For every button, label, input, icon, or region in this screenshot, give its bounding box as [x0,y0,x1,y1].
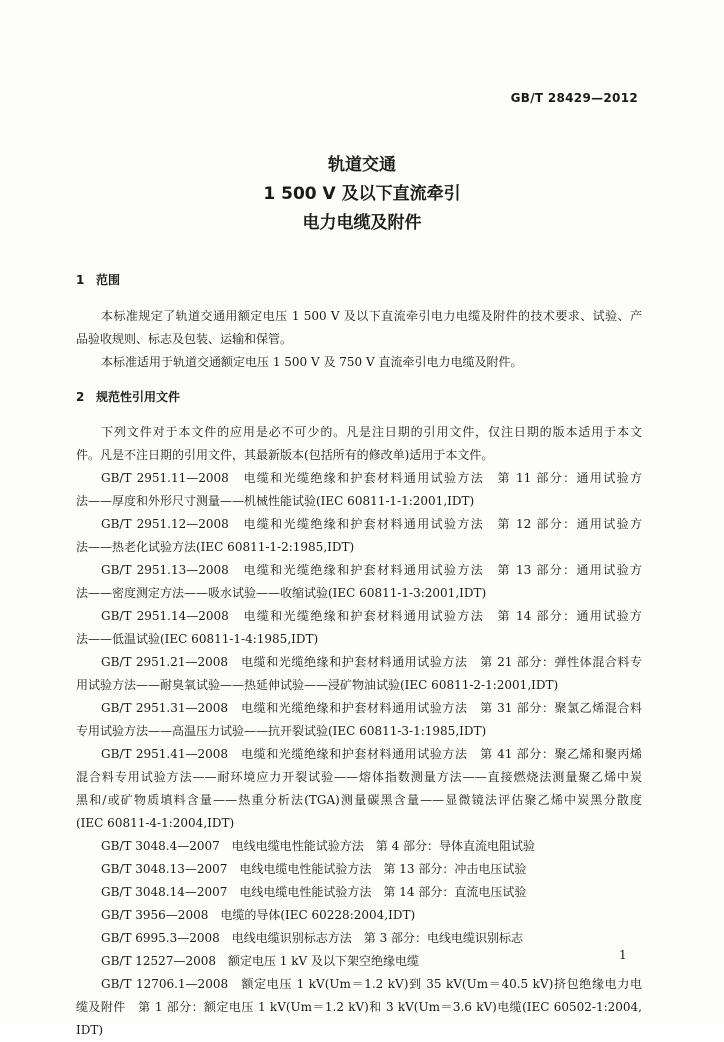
reference-line: 混合料专用试验方法——耐环境应力开裂试验——熔体指数测量方法——直接燃烧法测量聚乙烯中炭 [76,770,642,784]
reference-line: 法——厚度和外形尺寸测量——机械性能试验(IEC 60811-1-1:2001,IDT) [76,494,475,508]
reference-line: IDT) [76,1023,104,1037]
section-title: 范围 [96,273,121,287]
reference-line: GB/T 6995.3—2008 电线电缆识别标志方法 第 3 部分：电线电缆识别标志 [101,931,524,945]
reference-line: GB/T 3956—2008 电缆的导体(IEC 60228:2004,IDT) [101,908,416,922]
section-1-body [76,305,642,374]
reference-line: GB/T 2951.31—2008 电缆和光缆绝缘和护套材料通用试验方法 第 31 部分：聚氯乙烯混合料 [101,701,642,715]
standard-number: GB/T 28429—2012 [510,91,638,105]
paragraph-line: 本标准适用于轨道交通额定电压 1 500 V 及 750 V 直流牵引电力电缆及附件。 [101,355,523,369]
title-line: 1 500 V 及以下直流牵引 [263,184,461,204]
reference-line: 专用试验方法——高温压力试验——抗开裂试验(IEC 60811-3-1:1985,IDT) [76,724,487,738]
reference-line: (IEC 60811-4-1:2004,IDT) [76,816,235,830]
section-2-body [76,421,642,1042]
section-title: 规范性引用文件 [96,390,181,404]
reference-line: GB/T 2951.21—2008 电缆和光缆绝缘和护套材料通用试验方法 第 21 部分：弹性体混合料专 [101,655,642,669]
paragraph-line: 下列文件对于本文件的应用是必不可少的。凡是注日期的引用文件，仅注日期的版本适用于本文 [101,425,642,439]
reference-line: GB/T 2951.13—2008 电缆和光缆绝缘和护套材料通用试验方法 第 13 部分：通用试验方 [101,563,642,577]
reference-line: GB/T 12706.1—2008 额定电压 1 kV(Um＝1.2 kV)到 35 kV(Um＝40.5 kV)挤包绝缘电力电 [101,977,642,991]
reference-line: GB/T 3048.4—2007 电线电缆电性能试验方法 第 4 部分：导体直流电阻试验 [101,839,536,853]
title-line: 电力电缆及附件 [302,213,422,233]
section-1-heading [76,271,120,288]
title-line: 轨道交通 [328,155,396,175]
section-number: 1 [76,273,85,287]
reference-line: 用试验方法——耐臭氧试验——热延伸试验——浸矿物油试验(IEC 60811-2-1:2001,IDT) [76,678,559,692]
page-number: 1 [619,948,627,962]
document-title [0,151,724,238]
reference-line: GB/T 12527—2008 额定电压 1 kV 及以下架空绝缘电缆 [101,954,419,968]
reference-line: GB/T 2951.41—2008 电缆和光缆绝缘和护套材料通用试验方法 第 41 部分：聚乙烯和聚丙烯 [101,747,642,761]
paragraph-line: 品验收规则、标志及包装、运输和保管。 [76,332,293,346]
reference-line: GB/T 3048.13—2007 电线电缆电性能试验方法 第 13 部分：冲击电压试验 [101,862,527,876]
paragraph-line: 本标准规定了轨道交通用额定电压 1 500 V 及以下直流牵引电力电缆及附件的技术要求、试验、产 [101,309,642,323]
reference-line: GB/T 2951.12—2008 电缆和光缆绝缘和护套材料通用试验方法 第 12 部分：通用试验方 [101,517,642,531]
reference-line: 黑和/或矿物质填料含量——热重分析法(TGA)测量碳黑含量——显微镜法评估聚乙烯中炭黑分散度 [76,793,642,807]
paragraph-line: 件。凡是不注日期的引用文件，其最新版本(包括所有的修改单)适用于本文件。 [76,448,494,462]
reference-line: 缆及附件 第 1 部分：额定电压 1 kV(Um＝1.2 kV)和 3 kV(Um＝3.6 kV)电缆(IEC 60502-1:2004, [76,1000,642,1014]
reference-line: GB/T 3048.14—2007 电线电缆电性能试验方法 第 14 部分：直流电压试验 [101,885,527,899]
reference-line: 法——低温试验(IEC 60811-1-4:1985,IDT) [76,632,319,646]
section-number: 2 [76,390,85,404]
section-2-heading [76,388,180,405]
reference-line: GB/T 2951.11—2008 电缆和光缆绝缘和护套材料通用试验方法 第 11 部分：通用试验方 [101,471,642,485]
reference-line: 法——密度测定方法——吸水试验——收缩试验(IEC 60811-1-3:2001,IDT) [76,586,487,600]
reference-line: GB/T 2951.14—2008 电缆和光缆绝缘和护套材料通用试验方法 第 14 部分：通用试验方 [101,609,642,623]
reference-line: 法——热老化试验方法(IEC 60811-1-2:1985,IDT) [76,540,355,554]
